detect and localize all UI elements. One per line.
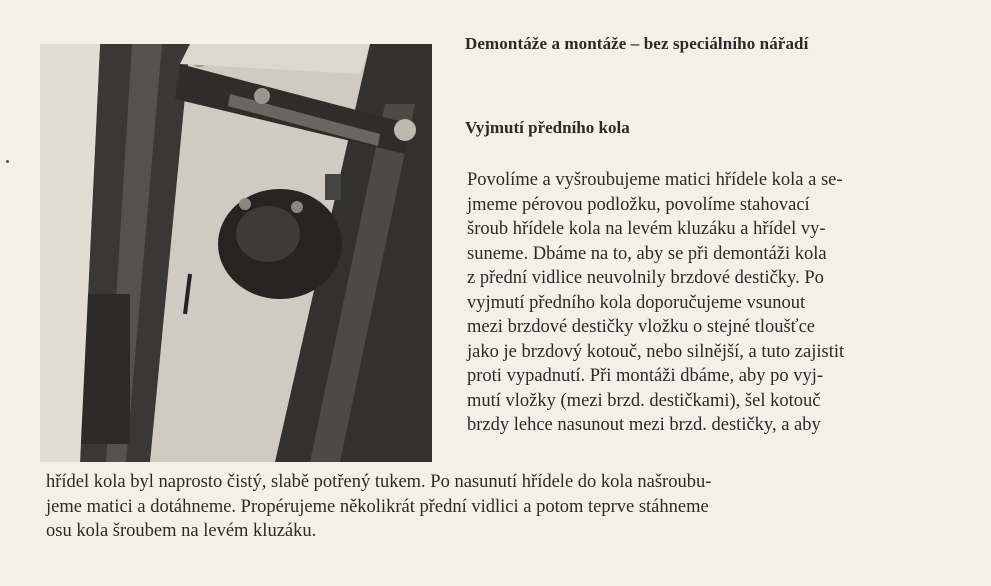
- paragraph-line: mutí vložky (mezi brzd. destičkami), šel kotouč: [467, 390, 821, 411]
- scan-speck: [6, 160, 9, 163]
- paragraph-line: Povolíme a vyšroubujeme matici hřídele kola a se-: [467, 170, 843, 190]
- paragraph-line: jeme matici a dotáhneme. Propérujeme několikrát přední vidlici a potom teprve stáhneme: [46, 496, 709, 517]
- paragraph-line: jako je brzdový kotouč, nebo silnější, a tuto zajistit: [467, 341, 845, 362]
- paragraph-line: mezi brzdové destičky vložku o stejné tloušťce: [467, 317, 815, 337]
- fork-and-brake-illustration: [40, 44, 432, 462]
- paragraph-line: suneme. Dbáme na to, aby se při demontáži kola: [467, 243, 827, 264]
- section-heading: Demontáže a montáže – bez speciálního nářadí: [465, 34, 809, 53]
- paragraph-line: proti vypadnutí. Při montáži dbáme, aby po vyj-: [467, 366, 824, 386]
- subsection-heading: Vyjmutí předního kola: [465, 118, 630, 137]
- full-width-paragraph: [46, 470, 971, 544]
- column-paragraph: [467, 168, 965, 438]
- motorcycle-front-wheel-photo: [40, 44, 432, 462]
- paragraph-line: brzdy lehce nasunout mezi brzd. destičky, a aby: [467, 415, 821, 435]
- paragraph-line: šroub hřídele kola na levém kluzáku a hřídel vy-: [467, 219, 826, 239]
- paragraph-line: z přední vidlice neuvolnily brzdové destičky. Po: [467, 268, 824, 288]
- paragraph-line: hřídel kola byl naprosto čistý, slabě potřený tukem. Po nasunutí hřídele do kola našroubu-: [46, 472, 712, 492]
- paragraph-line: jmeme pérovou podložku, povolíme stahovací: [467, 194, 810, 215]
- paragraph-line: vyjmutí předního kola doporučujeme vsunout: [467, 292, 806, 313]
- paragraph-line: osu kola šroubem na levém kluzáku.: [46, 521, 317, 541]
